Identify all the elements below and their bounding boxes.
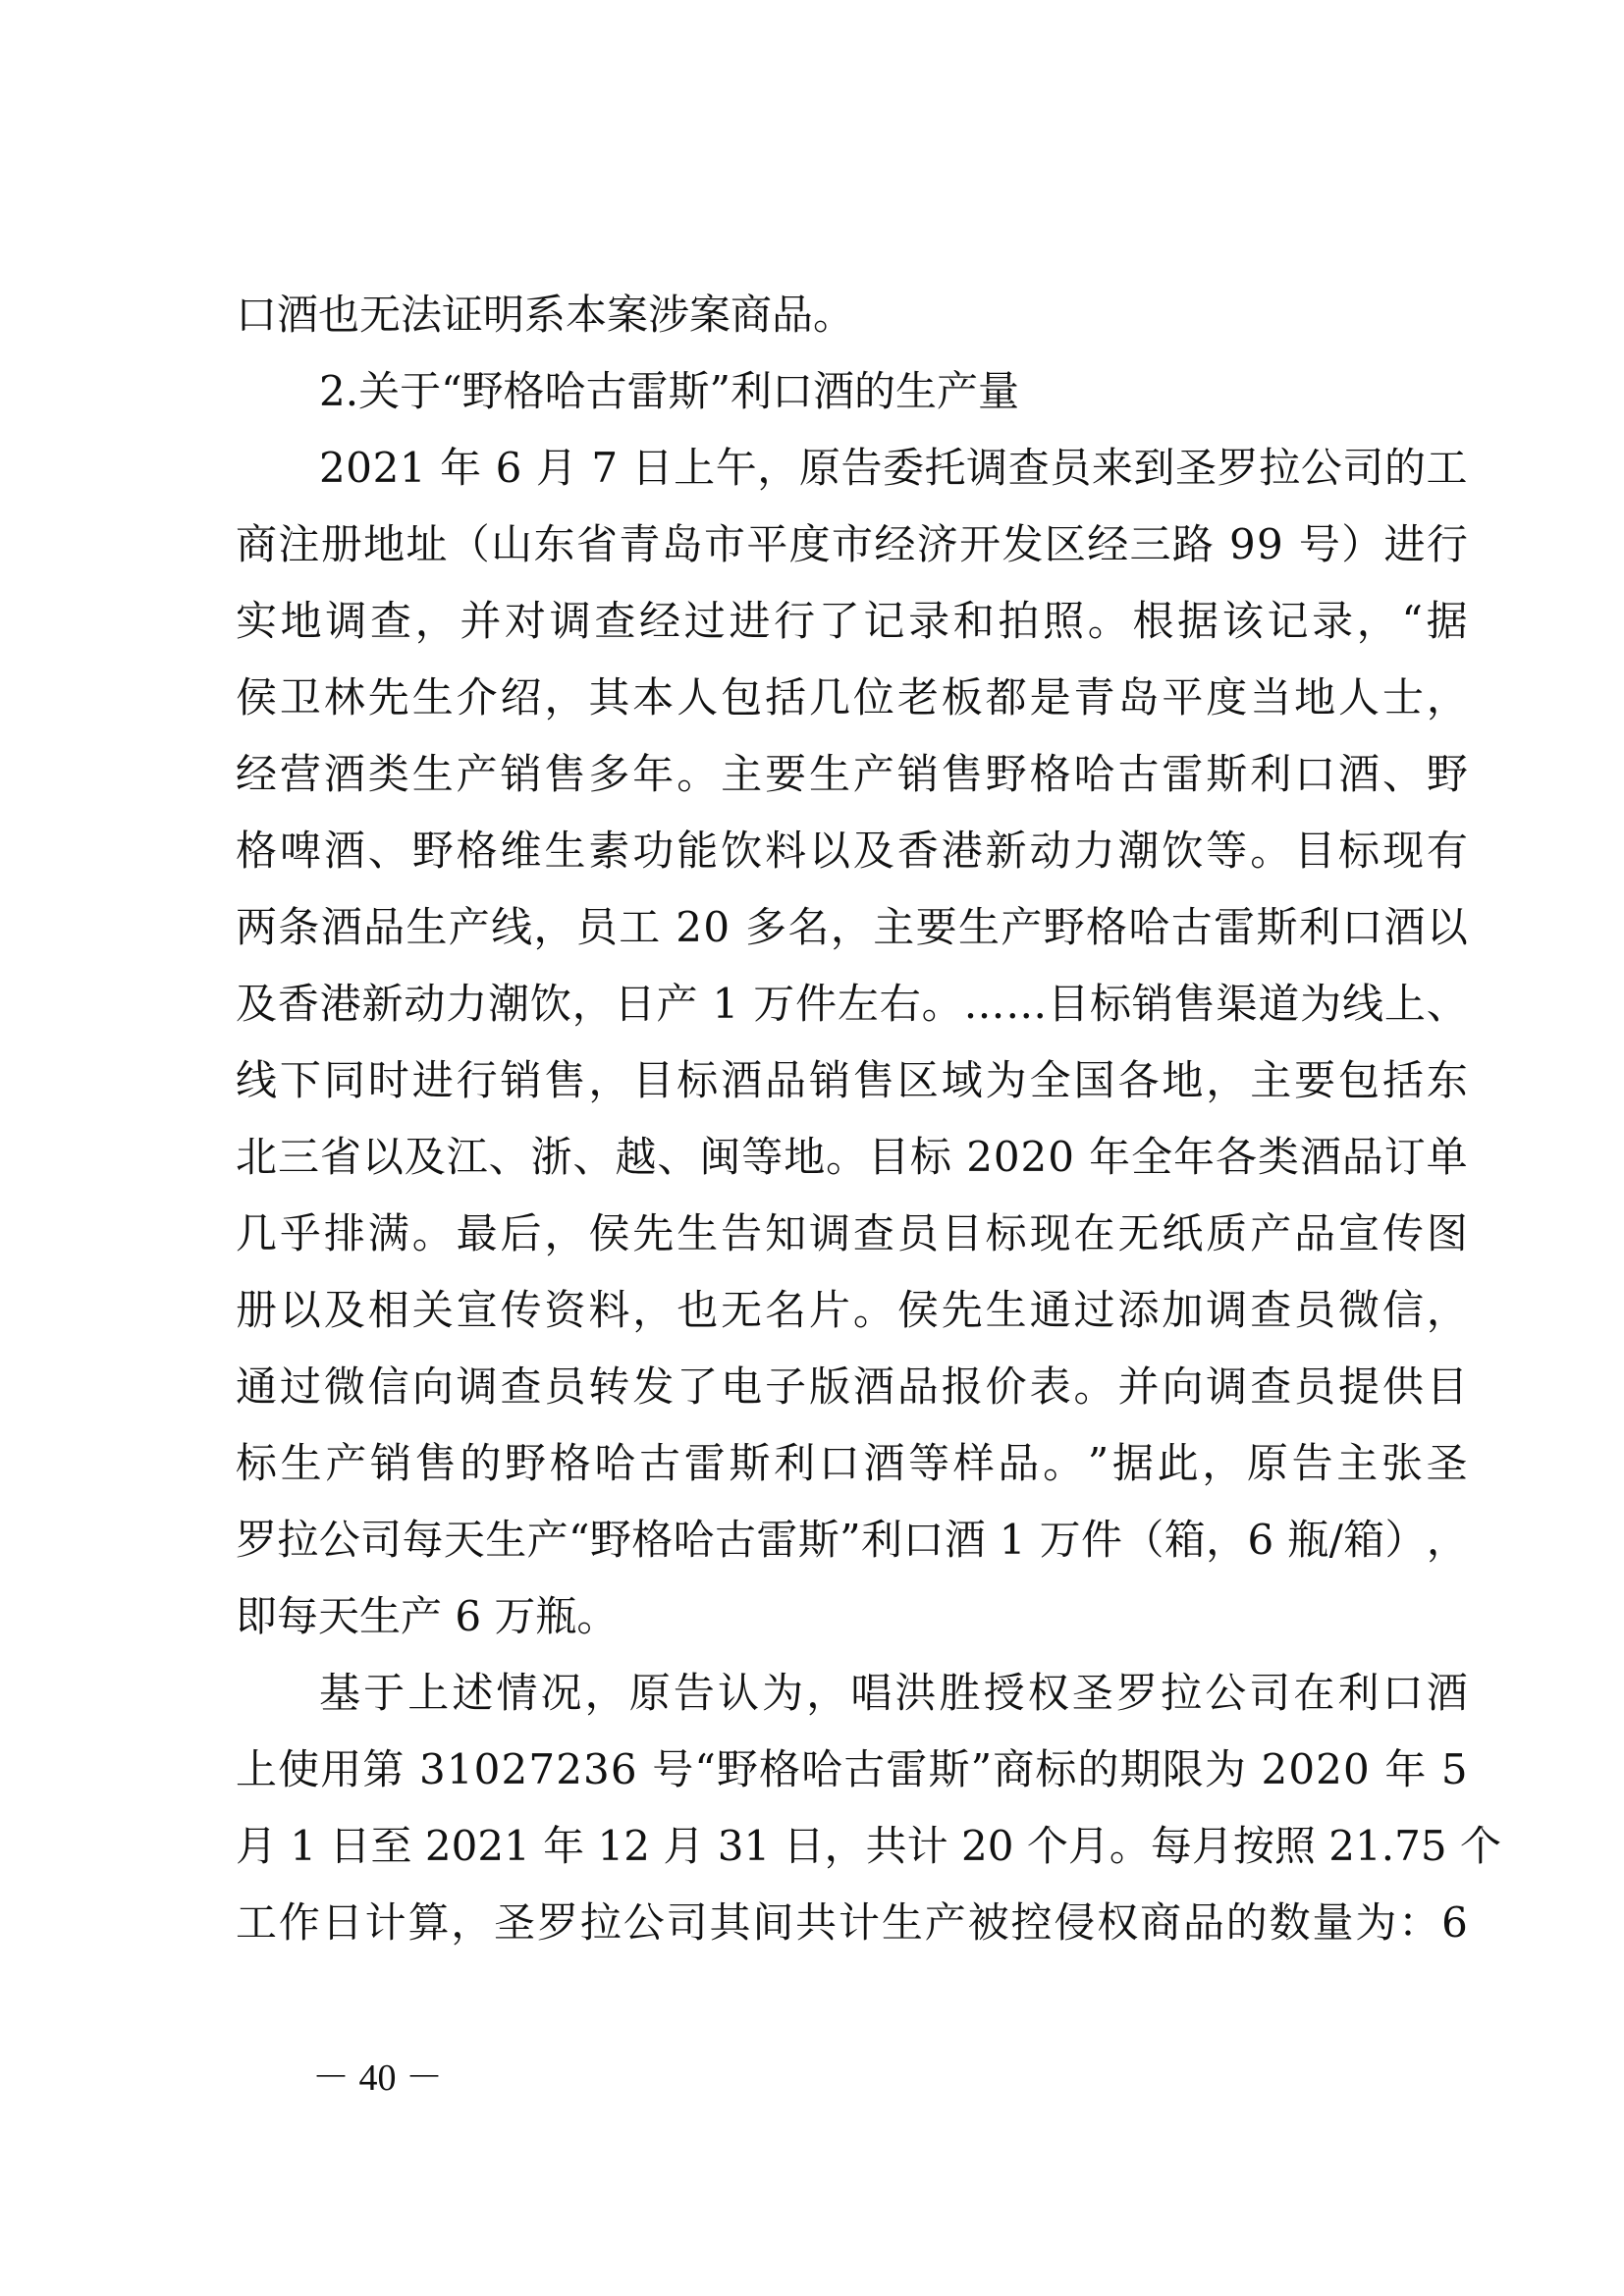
text-line: 册 以 及 相 关 宣 传 资 料 ， 也 无 名 片 。 侯 先 生 通 过 添 加 调 查 员 微 信 ， bbox=[236, 1286, 1468, 1334]
text-line: 2 0 2 1 年 6 月 7 日 上 午 ， 原 告 委 托 调 查 员 来 到 圣 罗 拉 公 司 的 工 bbox=[319, 444, 1468, 492]
text-line: 经 营 酒 类 生 产 销 售 多 年 。 主 要 生 产 销 售 野 格 哈 古 雷 斯 利 口 酒 、 野 bbox=[236, 750, 1468, 798]
text-line: 通 过 微 信 向 调 查 员 转 发 了 电 子 版 酒 品 报 价 表 。 并 向 调 查 员 提 供 目 bbox=[236, 1362, 1468, 1411]
text-line: 基 于 上 述 情 况 ， 原 告 认 为 ， 唱 洪 胜 授 权 圣 罗 拉 公 司 在 利 口 酒 bbox=[319, 1669, 1468, 1717]
text-line: 上 使 用 第 3 1 0 2 7 2 3 6 号 “ 野 格 哈 古 雷 斯 ” 商 标 的 期 限 为 2 0 2 0 年 5 bbox=[236, 1745, 1468, 1793]
text-line: 几 乎 排 满 。 最 后 ， 侯 先 生 告 知 调 查 员 目 标 现 在 无 纸 质 产 品 宣 传 图 bbox=[236, 1209, 1468, 1257]
text-line: 口酒也无法证明系本案涉案商品。 bbox=[236, 291, 855, 339]
text-line: 月 1 日 至 2 0 2 1 年 1 2 月 3 1 日 ， 共 计 2 0 个 月 。 每 月 按 照 2 1 . 7 5 个 bbox=[236, 1822, 1501, 1870]
section-heading: 2.关于“野格哈古雷斯”利口酒的生产量 bbox=[319, 367, 1020, 415]
page-number: － 40 － bbox=[312, 2057, 444, 2099]
text-line: 工 作 日 计 算 ， 圣 罗 拉 公 司 其 间 共 计 生 产 被 控 侵 权 商 品 的 数 量 为 ： 6 bbox=[236, 1898, 1468, 1947]
text-line: 两 条 酒 品 生 产 线 ， 员 工 2 0 多 名 ， 主 要 生 产 野 格 哈 古 雷 斯 利 口 酒 以 bbox=[236, 903, 1468, 951]
text-line: 即每天生产 6 万瓶。 bbox=[236, 1592, 619, 1640]
text-line: 标 生 产 销 售 的 野 格 哈 古 雷 斯 利 口 酒 等 样 品 。 ” 据 此 ， 原 告 主 张 圣 bbox=[236, 1439, 1468, 1487]
text-line: 北 三 省 以 及 江 、 浙 、 越 、 闽 等 地 。 目 标 2 0 2 0 年 全 年 各 类 酒 品 订 单 bbox=[236, 1133, 1468, 1181]
text-line: 格 啤 酒 、 野 格 维 生 素 功 能 饮 料 以 及 香 港 新 动 力 潮 饮 等 。 目 标 现 有 bbox=[236, 827, 1468, 875]
text-line: 线 下 同 时 进 行 销 售 ， 目 标 酒 品 销 售 区 域 为 全 国 各 地 ， 主 要 包 括 东 bbox=[236, 1056, 1468, 1104]
text-line: 实 地 调 查 ， 并 对 调 查 经 过 进 行 了 记 录 和 拍 照 。 根 据 该 记 录 ， “ 据 bbox=[236, 597, 1468, 645]
text-line: 及 香 港 新 动 力 潮 饮 ， 日 产 1 万 件 左 右 。 … … 目 标 销 售 渠 道 为 线 上 、 bbox=[236, 980, 1468, 1028]
text-line: 罗 拉 公 司 每 天 生 产 “ 野 格 哈 古 雷 斯 ” 利 口 酒 1 万 件 （ 箱 ， 6 瓶 / 箱 ） ， bbox=[236, 1516, 1468, 1564]
text-line: 商 注 册 地 址 （ 山 东 省 青 岛 市 平 度 市 经 济 开 发 区 经 三 路 9 9 号 ） 进 行 bbox=[236, 520, 1468, 568]
text-line: 侯 卫 林 先 生 介 绍 ， 其 本 人 包 括 几 位 老 板 都 是 青 岛 平 度 当 地 人 士 ， bbox=[236, 673, 1468, 721]
